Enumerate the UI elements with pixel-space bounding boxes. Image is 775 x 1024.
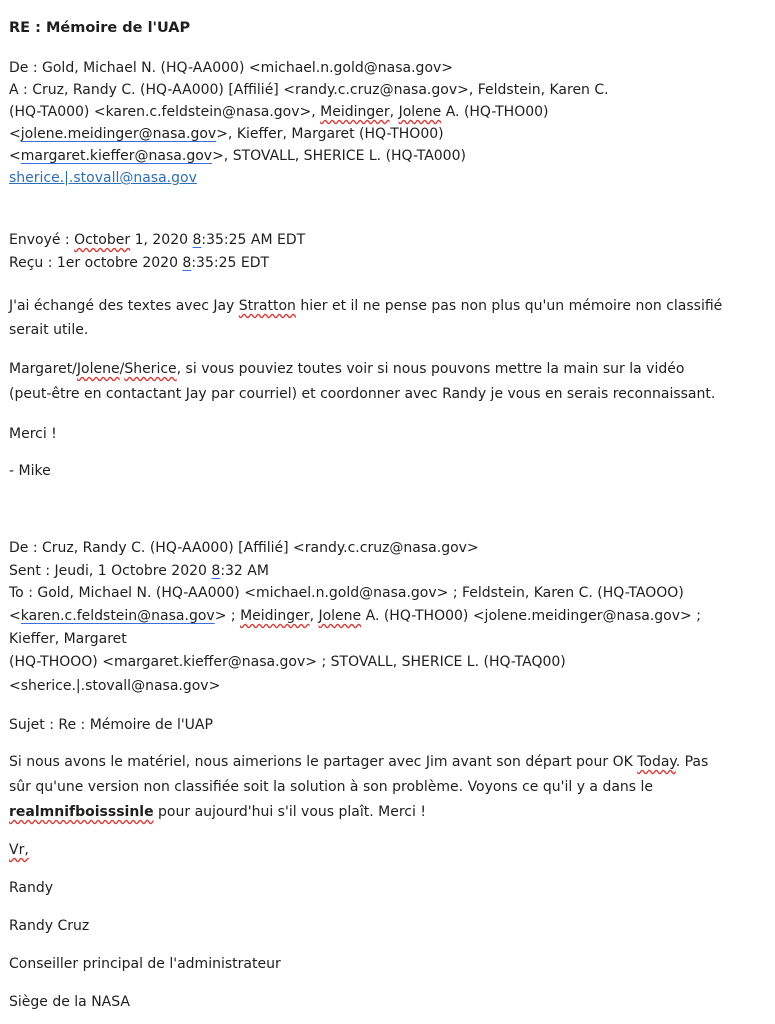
msg1-to-4a: < [9,148,21,164]
msg2-body-3b: pour aujourd'hui s'il vous plaît. Merci ! [153,804,426,820]
msg2-sent-c: :32 AM [220,563,269,579]
msg2-sent [9,561,269,581]
msg2-body-1b: Today [637,754,676,770]
msg1-sent-a: Envoyé : [9,232,75,248]
msg1-to-3c: >, Kieffer, Margaret (HQ-THO00) [216,126,444,142]
msg1-recv-a: Reçu : 1er octobre 2020 [9,255,183,271]
msg1-recv-b: 8 [182,255,192,271]
msg1-to-line-4 [9,146,466,166]
msg1-to-4c: >, STOVALL, SHERICE L. (HQ-TA000) [212,148,466,164]
msg2-body-1c: . Pas [675,754,709,770]
msg1-body-line-3 [9,359,684,379]
msg2-body-line-2: sûr qu'une version non classifiée soit la solution à son problème. Voyons ce qu'il y a dans le [9,779,654,795]
msg1-to-2e: A. (HQ-THO00) [441,104,549,120]
msg2-to-2g: A. (HQ-THO00) <jolene.meidinger@nasa.gov> ; [361,608,701,624]
msg2-body-3a: realmnifboisssinle [9,804,154,820]
msg2-sent-a: Sent : Jeudi, 1 Octobre 2020 [9,563,212,579]
msg2-to-2e: , [309,608,319,624]
msg1-thanks: Merci ! [9,426,57,442]
msg2-to-line-3: Kieffer, Margaret [9,631,127,647]
msg2-to-line-1: To : Gold, Michael N. (HQ-AA000) <michael.n.gold@nasa.gov> ; Feldstein, Karen C. (HQ-TAOOO) [9,585,684,601]
msg1-body1-c: hier et il ne pense pas non plus qu'un mémoire non classifié [295,298,723,314]
msg2-to-2f: Jolene [318,608,362,624]
msg1-sent-b: October [74,232,131,248]
msg1-recv-c: :35:25 EDT [191,255,270,271]
msg1-body2-e: , si vous pouviez toutes voir si nous pouvons mettre la main sur la vidéo [176,361,685,377]
msg1-to-3a: < [9,126,21,142]
msg1-to-2b: Meidinger [320,104,390,120]
msg2-subject: Sujet : Re : Mémoire de l'UAP [9,717,213,733]
msg2-body-1a: Si nous avons le matériel, nous aimerions le partager avec Jim avant son départ pour OK [9,754,638,770]
msg1-to-line-2 [9,102,549,122]
msg1-received [9,253,269,273]
sherice-email-link[interactable]: sherice.|.stovall@nasa.gov [9,170,197,186]
msg1-body-line-1 [9,296,722,316]
msg1-to-2a: (HQ-TA000) <karen.c.feldstein@nasa.gov>, [9,104,321,120]
msg1-signature: - Mike [9,463,51,479]
msg2-to-line-5: <sherice.|.stovall@nasa.gov> [9,678,221,694]
msg2-from: De : Cruz, Randy C. (HQ-AA000) [Affilié] <randy.c.cruz@nasa.gov> [9,540,479,556]
msg1-body2-a: Margaret/ [9,361,77,377]
msg1-body1-a: J'ai échangé des textes avec Jay [9,298,239,314]
jolene-email-link[interactable]: jolene.meidinger@nasa.gov [20,126,217,142]
msg1-sent-c: 1, 2020 [130,232,193,248]
msg1-to-line-3 [9,124,444,144]
msg2-to-line-2 [9,606,701,626]
msg1-body-line-2: serait utile. [9,322,89,338]
msg1-body2-b: Jolene [76,361,120,377]
msg1-body2-d: Sherice [124,361,177,377]
msg2-to-2c: > ; [214,608,241,624]
msg1-body2-c: / [119,361,125,377]
msg1-body-line-4: (peut-être en contactant Jay par courriel) et coordonner avec Randy je vous en serais reconnaissant. [9,386,716,402]
msg1-to-line-1: A : Cruz, Randy C. (HQ-AA000) [Affilié] <randy.c.cruz@nasa.gov>, Feldstein, Karen C. [9,82,609,98]
msg1-sent [9,230,305,250]
msg2-body-line-3 [9,802,426,822]
msg2-signature-org: Siège de la NASA [9,994,130,1010]
karen-email-link[interactable]: karen.c.feldstein@nasa.gov [20,608,215,624]
msg2-name-full: Randy Cruz [9,918,90,934]
msg2-signature-title: Conseiller principal de l'administrateur [9,956,281,972]
email-subject: RE : Mémoire de l'UAP [9,20,191,36]
msg2-to-line-4: (HQ-THOOO) <margaret.kieffer@nasa.gov> ; STOVALL, SHERICE L. (HQ-TAQ00) [9,654,566,670]
msg1-sent-d: 8 [192,232,202,248]
msg2-to-2d: Meidinger [240,608,310,624]
msg2-name-short: Randy [9,880,54,896]
msg2-closing: Vr, [9,842,29,858]
msg2-body-line-1 [9,752,708,772]
msg1-to-2d: Jolene [398,104,442,120]
msg1-to-2c: , [389,104,399,120]
msg1-from: De : Gold, Michael N. (HQ-AA000) <michael.n.gold@nasa.gov> [9,60,454,76]
margaret-email-link[interactable]: margaret.kieffer@nasa.gov [20,148,213,164]
msg2-to-2a: < [9,608,21,624]
msg1-body1-b: Stratton [238,298,296,314]
msg1-sent-e: :35:25 AM EDT [201,232,306,248]
msg2-sent-b: 8 [211,563,221,579]
